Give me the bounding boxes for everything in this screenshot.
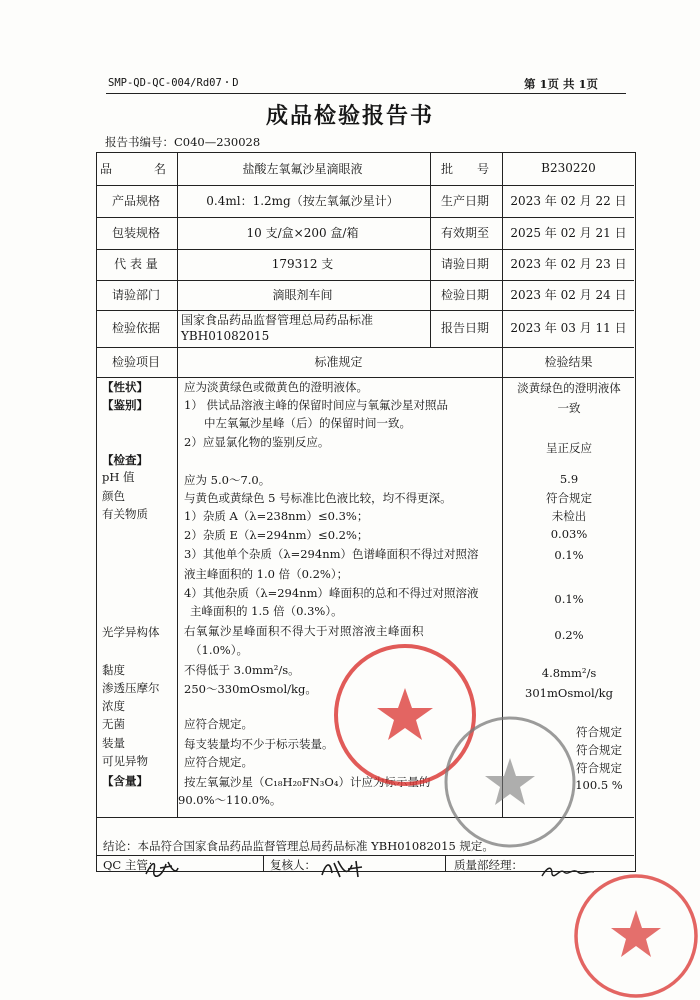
section-check: 【检查】 [102, 453, 148, 467]
character-result-2: 一致 [557, 401, 581, 415]
quantity-label: 代 表 量 [114, 257, 158, 271]
related-std-4b: 主峰面积的 1.5 倍（0.3%）。 [190, 604, 343, 618]
section-character: 【性状】 [102, 380, 148, 394]
quantity: 179312 支 [271, 257, 334, 271]
qc-supervisor-signature [142, 856, 182, 882]
ident-standard-1a: 1） 供试品溶液主峰的保留时间应与氧氟沙星对照品 [184, 398, 448, 412]
related-result-2: 0.03% [550, 527, 588, 541]
optical-result: 0.2% [554, 628, 584, 642]
character-standard: 应为淡黄绿色或微黄色的澄明液体。 [184, 380, 368, 394]
document-code: SMP-QD-QC-004/Rd07・D [108, 77, 239, 89]
assay-standard-a: 按左氧氟沙星（C₁₈H₂₀FN₃O₄）计应为标示量的 [184, 775, 431, 789]
related-std-2: 2）杂质 E（λ=294nm）≤0.2%； [184, 528, 369, 542]
test-date: 2023 年 02 月 24 日 [510, 287, 627, 302]
fill-volume-label: 装量 [102, 736, 125, 750]
test-basis-line1: 国家食品药品监督管理总局药品标准 [181, 312, 374, 327]
col-header-standard: 标准规定 [314, 354, 363, 369]
viscosity-standard: 不得低于 3.0mm²/s。 [184, 663, 300, 677]
viscosity-result: 4.8mm²/s [541, 666, 597, 680]
ident-standard-2: 2）应显氯化物的鉴别反应。 [184, 435, 330, 449]
page-title: 成品检验报告书 [265, 103, 434, 129]
basis-label: 检验依据 [111, 321, 160, 335]
fill-volume-standard: 每支装量均不少于标示装量。 [184, 737, 334, 751]
sterility-label: 无菌 [102, 717, 125, 731]
section-identification: 【鉴别】 [102, 398, 148, 412]
osmolality-result: 301mOsmol/kg [525, 686, 613, 700]
expiry-label: 有效期至 [440, 225, 489, 240]
mfg-date: 2023 年 02 月 22 日 [510, 193, 627, 208]
pack-spec: 10 支/盒×200 盒/箱 [246, 225, 359, 240]
ph-standard: 应为 5.0～7.0。 [184, 473, 271, 487]
report-date-label: 报告日期 [440, 321, 489, 335]
product-spec: 0.4ml：1.2mg（按左氧氟沙星计） [206, 193, 399, 208]
related-result-3: 0.1% [554, 548, 584, 562]
color-label: 颜色 [102, 489, 125, 503]
assay-result: 100.5 % [575, 778, 623, 792]
related-std-3a: 3）其他单个杂质（λ=294nm）色谱峰面积不得过对照溶 [184, 547, 479, 561]
color-standard: 与黄色或黄绿色 5 号标准比色液比较，均不得更深。 [184, 491, 452, 505]
page-info: 第 1页 共 1页 [524, 77, 599, 91]
col-divider [263, 855, 264, 871]
osmolality-standard: 250～330mOsmol/kg。 [184, 682, 317, 696]
mfg-date-label: 生产日期 [440, 193, 489, 208]
related-substances-label: 有关物质 [102, 507, 148, 521]
spec-label: 产品规格 [111, 193, 160, 208]
fill-volume-result: 符合规定 [576, 743, 622, 757]
qa-dept-seal-stamp [570, 866, 700, 1000]
related-result-1: 未检出 [551, 509, 587, 523]
color-result: 符合规定 [546, 491, 592, 505]
qc-supervisor-label: QC 主管： [103, 858, 160, 872]
report-date: 2023 年 03 月 11 日 [510, 321, 627, 335]
col-header-item: 检验项目 [111, 354, 160, 369]
request-date: 2023 年 02 月 23 日 [510, 257, 627, 271]
related-std-1: 1）杂质 A（λ=238nm）≤0.3%； [184, 509, 369, 523]
visible-particles-result: 符合规定 [576, 761, 622, 775]
col-header-result: 检验结果 [544, 354, 593, 369]
visible-particles-standard: 应符合规定。 [184, 755, 253, 769]
ident-result-2: 呈正反应 [546, 441, 592, 455]
related-result-4: 0.1% [554, 592, 584, 606]
reviewer-label: 复核人： [270, 858, 316, 872]
character-result: 淡黄绿色的澄明液体 [517, 381, 621, 395]
visible-particles-label: 可见异物 [102, 754, 148, 768]
dept-label: 请验部门 [111, 287, 160, 302]
expiry-date: 2025 年 02 月 21 日 [510, 225, 627, 240]
reviewer-signature [318, 855, 366, 881]
conclusion: 结论：本品符合国家食品药品监督管理总局药品标准 YBH01082015 规定。 [103, 839, 494, 853]
ident-standard-1b: 中左氧氟沙星峰（后）的保留时间一致。 [204, 416, 411, 430]
optical-isomer-label: 光学异构体 [102, 625, 160, 639]
ph-result: 5.9 [559, 472, 579, 486]
col-divider [445, 855, 446, 871]
request-date-label: 请验日期 [440, 257, 489, 271]
osmolality-label-a: 渗透压摩尔 [102, 681, 160, 695]
batch-number: B230220 [541, 161, 596, 175]
related-std-3b: 液主峰面积的 1.0 倍（0.2%）； [184, 567, 349, 581]
optical-std-a: 右氧氟沙星峰面积不得大于对照溶液主峰面积 [184, 624, 424, 638]
test-date-label: 检验日期 [440, 287, 489, 302]
osmolality-label-b: 浓度 [102, 699, 125, 713]
quality-seal-stamp [440, 712, 580, 852]
pack-label: 包装规格 [111, 225, 160, 240]
header-divider [106, 93, 626, 94]
optical-std-b: （1.0%）。 [190, 643, 248, 657]
assay-standard-b: 90.0%～110.0%。 [178, 793, 282, 807]
test-basis [181, 309, 431, 346]
product-name: 盐酸左氧氟沙星滴眼液 [242, 161, 363, 176]
sterility-result: 符合规定 [576, 725, 622, 739]
product-name-label: 品 名 [99, 161, 172, 176]
ph-label: pH 值 [102, 470, 135, 484]
qa-manager-label: 质量部经理： [454, 858, 523, 872]
test-basis-line2: YBH01082015 [181, 328, 270, 343]
request-dept: 滴眼剂车间 [272, 287, 333, 302]
batch-label: 批 号 [440, 161, 489, 176]
viscosity-label: 黏度 [102, 663, 125, 677]
report-number: 报告书编号：C040—230028 [105, 135, 261, 149]
related-std-4a: 4）其他杂质（λ=294nm）峰面积的总和不得过对照溶液 [184, 586, 479, 600]
section-assay: 【含量】 [102, 774, 148, 788]
sterility-standard: 应符合规定。 [184, 717, 253, 731]
